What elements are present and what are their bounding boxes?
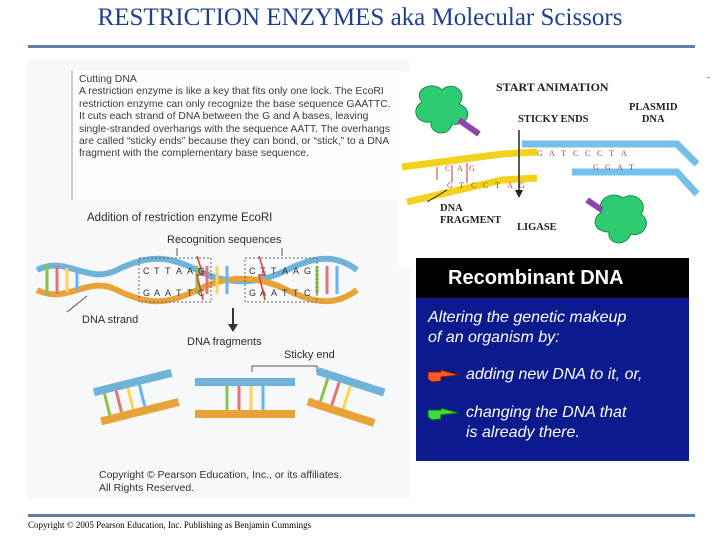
plasmid-line-2: DNA <box>641 114 665 125</box>
cutting-dna-caption <box>71 70 401 200</box>
recombinant-intro <box>428 308 626 348</box>
bottom-base-0-4: T <box>187 288 193 298</box>
top-base-0-1: T <box>154 266 160 276</box>
ligation-animation-panel <box>397 72 707 267</box>
svg-text:A: A <box>549 149 555 158</box>
svg-text:G: G <box>447 181 453 190</box>
bottom-base-0-3: T <box>176 288 182 298</box>
svg-text:A: A <box>457 164 463 173</box>
svg-text:T: T <box>629 163 634 172</box>
dna-strand-label: DNA strand <box>82 314 139 326</box>
recombinant-heading: Recombinant DNA <box>416 258 689 298</box>
top-base-0-0: C <box>143 266 150 276</box>
svg-text:C: C <box>471 181 477 190</box>
start-animation-button[interactable]: START ANIMATION <box>496 80 609 94</box>
svg-text:G: G <box>537 149 543 158</box>
bottom-base-1-4: T <box>293 288 299 298</box>
svg-text:C: C <box>597 149 603 158</box>
bottom-base-0-1: A <box>154 288 161 298</box>
stray-dash: - <box>707 72 710 82</box>
title-divider <box>28 45 695 48</box>
top-base-1-1: T <box>260 266 266 276</box>
svg-text:C: C <box>445 164 451 173</box>
pointing-hand-green-icon <box>427 406 461 422</box>
svg-text:T: T <box>561 149 566 158</box>
intro-line-2: of an organism by: <box>428 329 560 346</box>
svg-text:T: T <box>495 181 500 190</box>
item2-line-2: is already there. <box>466 424 580 441</box>
pearson-copyright <box>99 469 342 495</box>
ligase-enzyme-icon <box>587 195 646 243</box>
svg-text:G: G <box>605 163 611 172</box>
fragment-line-1: DNA <box>440 203 463 214</box>
restriction-enzyme-icon <box>416 86 479 134</box>
svg-text:C: C <box>585 149 591 158</box>
svg-text:T: T <box>609 149 614 158</box>
top-base-1-0: C <box>249 266 256 276</box>
enzyme-addition-label: Addition of restriction enzyme EcoRI <box>87 212 273 224</box>
bottom-base-1-5: C <box>304 288 311 298</box>
sticky-ends-label: STICKY ENDS <box>518 114 589 125</box>
fragment-line-2: FRAGMENT <box>440 215 502 226</box>
recombinant-item-add: adding new DNA to it, or, <box>466 366 643 383</box>
svg-text:T: T <box>459 181 464 190</box>
svg-text:G: G <box>593 163 599 172</box>
dna-fragments-label: DNA fragments <box>187 336 262 348</box>
bottom-base-1-3: T <box>282 288 288 298</box>
svg-text:C: C <box>573 149 579 158</box>
bottom-base-1-2: A <box>271 288 278 298</box>
svg-text:A: A <box>617 163 623 172</box>
pointing-hand-red-icon <box>427 368 461 384</box>
plasmid-dna-label <box>629 102 677 126</box>
restriction-enzyme-figure <box>27 60 410 498</box>
top-base-0-4: A <box>187 266 194 276</box>
svg-text:A: A <box>507 181 513 190</box>
footer-copyright: Copyright © 2005 Pearson Education, Inc. Publishing as Benjamin Cummings <box>28 520 312 530</box>
bottom-base-1-0: G <box>249 288 257 298</box>
top-base-1-3: A <box>282 266 289 276</box>
sticky-end-label: Sticky end <box>284 349 335 361</box>
footer-divider <box>28 514 695 517</box>
svg-text:A: A <box>621 149 627 158</box>
top-base-1-4: A <box>293 266 300 276</box>
top-base-1-5: G <box>304 266 312 276</box>
recombinant-dna-panel <box>416 258 689 461</box>
bottom-base-1-1: A <box>260 288 267 298</box>
recombinant-item-change <box>466 403 626 443</box>
bottom-base-0-2: A <box>165 288 172 298</box>
bottom-base-0-5: C <box>198 288 205 298</box>
top-base-0-3: A <box>176 266 183 276</box>
svg-text:C: C <box>483 181 489 190</box>
top-base-0-5: G <box>198 266 206 276</box>
copyright-line-2: All Rights Reserved. <box>99 482 195 494</box>
top-base-0-2: T <box>165 266 171 276</box>
dna-fragment-label <box>440 203 501 227</box>
plasmid-line-1: PLASMID <box>629 102 678 113</box>
top-base-1-2: T <box>271 266 277 276</box>
svg-text:G: G <box>469 164 475 173</box>
recognition-sequences-label: Recognition sequences <box>167 234 282 246</box>
item2-line-1: changing the DNA that <box>466 404 627 421</box>
slide-title: RESTRICTION ENZYMES aka Molecular Scissors <box>97 4 623 31</box>
bottom-base-0-0: G <box>143 288 151 298</box>
cutting-body: A restriction enzyme is like a key that fits only one lock. The EcoRI restriction enzyme can only recognize the base sequence GAATTC. It cuts each strand of DNA between the G and A bases, leaving single-stranded overhangs with the sequence AATT. The overhangs are called “sticky ends” because they can bond, or “stick,” to a DNA fragment with the complementary base sequence. <box>79 86 391 160</box>
intro-line-1: Altering the genetic makeup <box>428 309 627 326</box>
ligase-label: LIGASE <box>517 222 557 233</box>
copyright-line-1: Copyright © Pearson Education, Inc., or its affiliates. <box>99 469 342 481</box>
svg-text:G: G <box>519 181 525 190</box>
cutting-heading: Cutting DNA <box>79 74 137 85</box>
